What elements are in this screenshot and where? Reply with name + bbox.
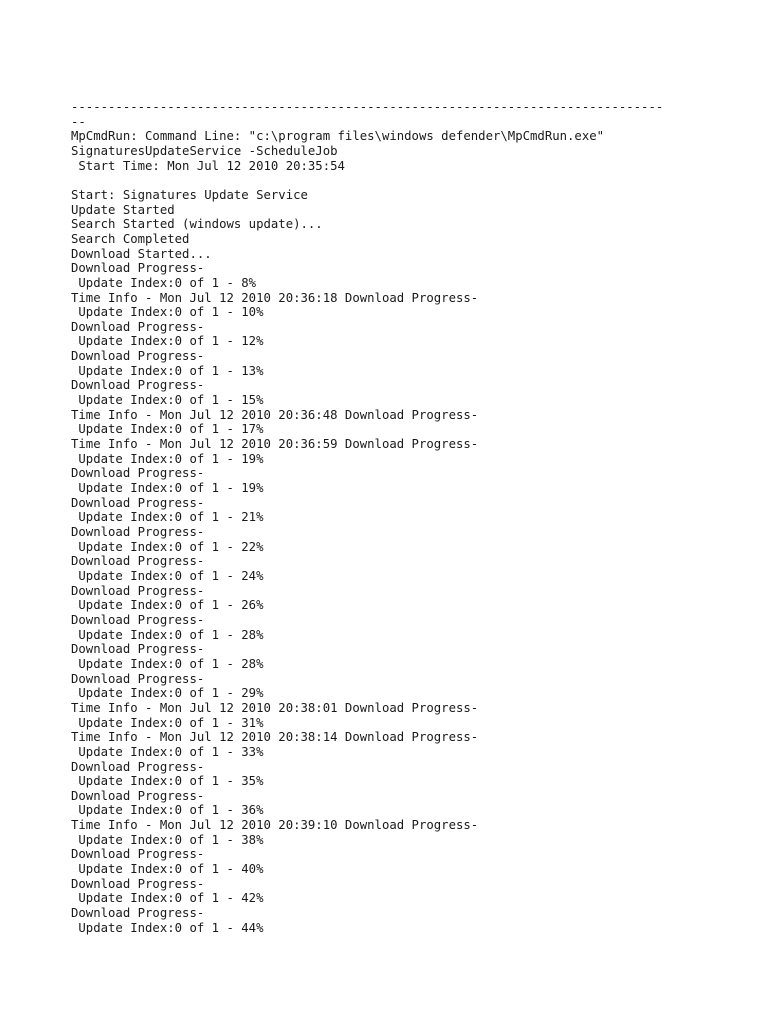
log-line: Download Progress- — [71, 319, 205, 334]
log-line: Download Progress- — [71, 847, 205, 862]
log-line: SignaturesUpdateService -ScheduleJob — [71, 143, 338, 158]
log-line: -------------------------------------------------------------------------------- — [71, 100, 664, 114]
log-line: Update Index:0 of 1 - 19% — [71, 481, 264, 496]
log-line: Update Index:0 of 1 - 44% — [71, 920, 264, 935]
log-line: Download Progress- — [71, 495, 205, 510]
log-line: Update Index:0 of 1 - 8% — [71, 275, 257, 290]
log-line: Time Info - Mon Jul 12 2010 20:36:18 Download Progress- — [71, 290, 479, 305]
log-line: Time Info - Mon Jul 12 2010 20:38:14 Download Progress- — [71, 730, 479, 745]
log-line: Time Info - Mon Jul 12 2010 20:39:10 Download Progress- — [71, 818, 479, 833]
log-line: -- — [71, 114, 86, 129]
log-line: Download Progress- — [71, 788, 205, 803]
log-line: Download Progress- — [71, 261, 205, 276]
log-line: Update Index:0 of 1 - 26% — [71, 598, 264, 613]
log-line: Update Index:0 of 1 - 21% — [71, 510, 264, 525]
log-line: Update Index:0 of 1 - 31% — [71, 715, 264, 730]
log-line: Time Info - Mon Jul 12 2010 20:36:59 Download Progress- — [71, 437, 479, 452]
log-line: Update Index:0 of 1 - 35% — [71, 774, 264, 789]
log-line: Update Index:0 of 1 - 13% — [71, 363, 264, 378]
log-line: MpCmdRun: Command Line: "c:\program files\windows defender\MpCmdRun.exe" — [71, 129, 605, 144]
log-line: Update Index:0 of 1 - 40% — [71, 862, 264, 877]
log-line: Update Index:0 of 1 - 29% — [71, 686, 264, 701]
log-line: Start: Signatures Update Service — [71, 187, 308, 202]
log-line: Update Index:0 of 1 - 28% — [71, 656, 264, 671]
log-line: Download Progress- — [71, 612, 205, 627]
log-line: Update Index:0 of 1 - 38% — [71, 832, 264, 847]
log-text-block — [71, 100, 701, 935]
log-line: Download Progress- — [71, 554, 205, 569]
log-line: Update Index:0 of 1 - 28% — [71, 627, 264, 642]
log-line: Update Index:0 of 1 - 22% — [71, 539, 264, 554]
document-page — [71, 100, 701, 935]
log-line: Update Index:0 of 1 - 12% — [71, 334, 264, 349]
log-line: Download Progress- — [71, 349, 205, 364]
log-line: Download Started... — [71, 246, 212, 261]
log-line: Download Progress- — [71, 906, 205, 921]
log-line: Download Progress- — [71, 525, 205, 540]
log-line: Download Progress- — [71, 671, 205, 686]
log-line — [71, 173, 701, 188]
log-line: Download Progress- — [71, 759, 205, 774]
log-line: Search Started (windows update)... — [71, 217, 323, 232]
log-line: Update Index:0 of 1 - 15% — [71, 393, 264, 408]
log-line: Time Info - Mon Jul 12 2010 20:36:48 Download Progress- — [71, 407, 479, 422]
log-line: Start Time: Mon Jul 12 2010 20:35:54 — [71, 158, 345, 173]
log-line: Update Index:0 of 1 - 36% — [71, 803, 264, 818]
log-line: Update Index:0 of 1 - 19% — [71, 451, 264, 466]
log-line: Update Index:0 of 1 - 10% — [71, 305, 264, 320]
log-line: Update Index:0 of 1 - 33% — [71, 744, 264, 759]
log-line: Update Index:0 of 1 - 17% — [71, 422, 264, 437]
log-line: Download Progress- — [71, 876, 205, 891]
log-line: Time Info - Mon Jul 12 2010 20:38:01 Download Progress- — [71, 700, 479, 715]
log-line: Search Completed — [71, 231, 190, 246]
log-line: Download Progress- — [71, 378, 205, 393]
log-line: Update Index:0 of 1 - 42% — [71, 891, 264, 906]
log-line: Update Started — [71, 202, 175, 217]
log-line: Download Progress- — [71, 642, 205, 657]
log-line: Update Index:0 of 1 - 24% — [71, 568, 264, 583]
log-line: Download Progress- — [71, 583, 205, 598]
log-line: Download Progress- — [71, 466, 205, 481]
